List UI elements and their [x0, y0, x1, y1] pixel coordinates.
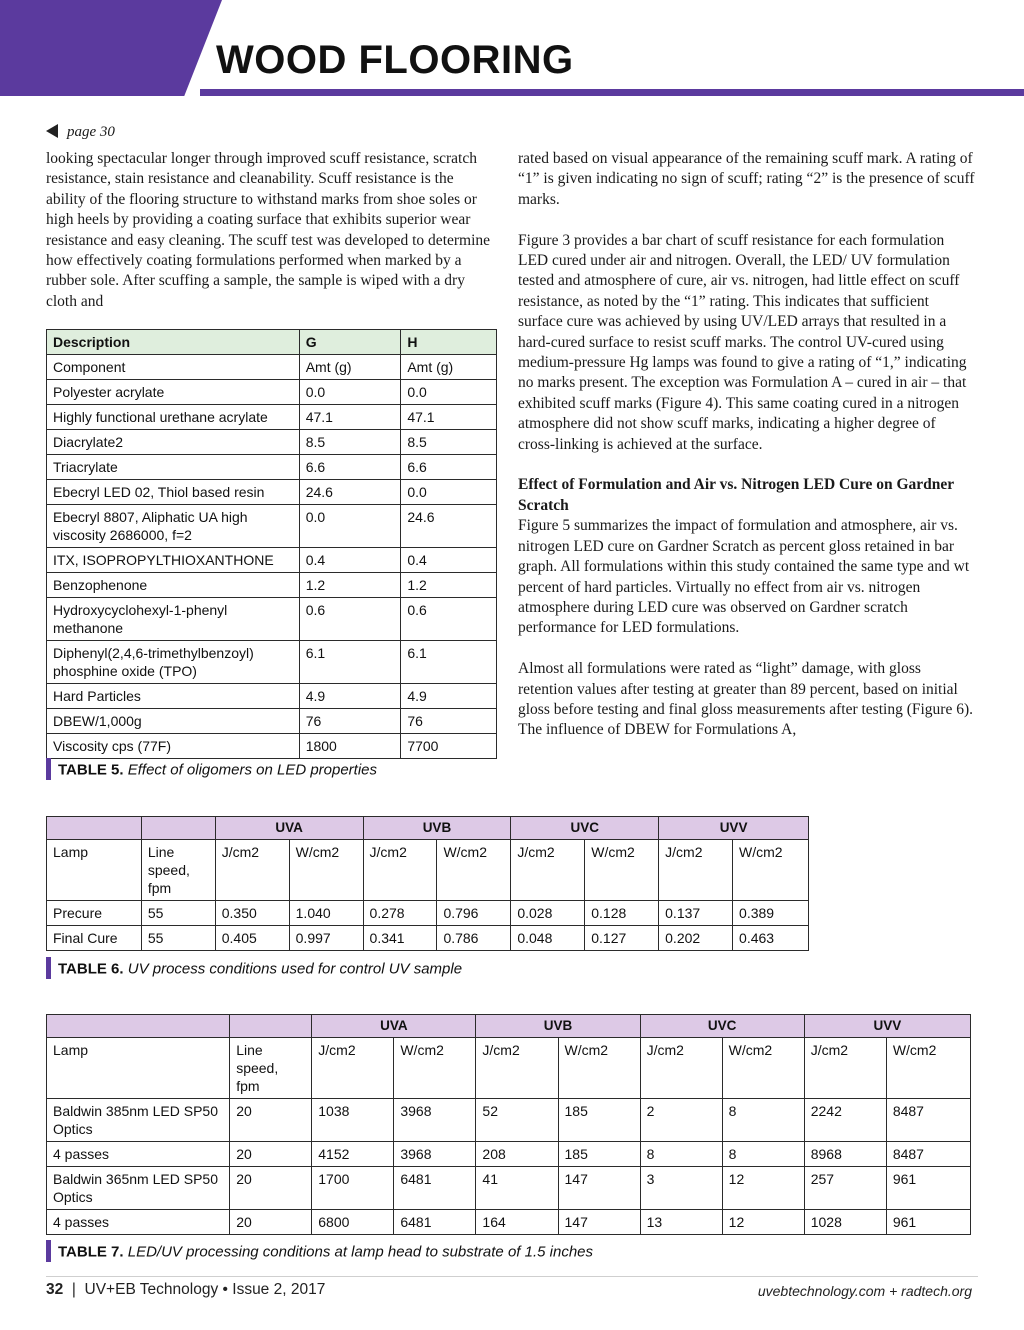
table-cell: 961 [886, 1167, 970, 1210]
table-cell: J/cm2 [640, 1038, 722, 1099]
table-cell: 0.0 [299, 505, 401, 548]
table-6-caption [46, 960, 462, 979]
table-cell: Precure [47, 901, 142, 926]
table-cell: 0.463 [733, 926, 809, 951]
table-cell: 6800 [312, 1210, 394, 1235]
group-header-row [47, 817, 809, 840]
table-cell: Line speed, fpm [230, 1038, 312, 1099]
table-cell: 8.5 [299, 430, 401, 455]
table-row [47, 1099, 971, 1142]
caption-label: TABLE 7. [58, 1243, 124, 1261]
table-row [47, 1142, 971, 1167]
continued-from-link[interactable] [46, 124, 115, 141]
table-cell: 0.405 [215, 926, 289, 951]
table-row [47, 430, 497, 455]
table-cell: 8 [722, 1099, 804, 1142]
column-header: H [401, 330, 497, 355]
table-cell: 1700 [312, 1167, 394, 1210]
column-header: Description [47, 330, 300, 355]
table-cell: 3968 [394, 1142, 476, 1167]
table-cell: 6481 [394, 1167, 476, 1210]
table-cell: 12 [722, 1210, 804, 1235]
left-column-text [46, 149, 492, 312]
subheader-row [47, 1038, 971, 1099]
table-header-row [47, 330, 497, 355]
table-cell: Baldwin 385nm LED SP50 Optics [47, 1099, 230, 1142]
table-cell: 41 [476, 1167, 558, 1210]
footer-separator: | [67, 1281, 81, 1298]
table-cell: 6481 [394, 1210, 476, 1235]
body-paragraph: rated based on visual appearance of the remaining scuff mark. A rating of “1” is given indicating no sign of scuff; rating “2” is the presence of scuff marks. [518, 150, 975, 208]
table-cell: Benzophenone [47, 573, 300, 598]
table-cell: W/cm2 [289, 840, 363, 901]
table-cell: 4.9 [401, 684, 497, 709]
table-cell: 3968 [394, 1099, 476, 1142]
table-cell: W/cm2 [722, 1038, 804, 1099]
group-header: UVC [511, 817, 659, 840]
table-row [47, 926, 809, 951]
table-cell: 8 [640, 1142, 722, 1167]
table-cell: 0.128 [585, 901, 659, 926]
table-cell: 24.6 [299, 480, 401, 505]
table-cell: J/cm2 [804, 1038, 886, 1099]
table-cell: 2 [640, 1099, 722, 1142]
page-banner [0, 0, 1024, 96]
table-row [47, 405, 497, 430]
section-title: WOOD FLOORING [216, 38, 574, 82]
table-cell: 0.4 [401, 548, 497, 573]
table-cell: 8487 [886, 1142, 970, 1167]
table-cell: J/cm2 [363, 840, 437, 901]
table-cell: 4 passes [47, 1210, 230, 1235]
back-arrow-icon [46, 124, 58, 138]
table-cell: 24.6 [401, 505, 497, 548]
column-header: G [299, 330, 401, 355]
table-5-caption [46, 761, 377, 780]
table-cell: 0.997 [289, 926, 363, 951]
blank-header-cell [230, 1015, 312, 1038]
footer-publication [46, 1281, 325, 1299]
table-cell: 0.389 [733, 901, 809, 926]
table-cell: 0.341 [363, 926, 437, 951]
table-row [47, 505, 497, 548]
table-cell: 20 [230, 1167, 312, 1210]
table-cell: Amt (g) [299, 355, 401, 380]
table-row [47, 1210, 971, 1235]
table-cell: J/cm2 [215, 840, 289, 901]
section-subheading: Effect of Formulation and Air vs. Nitrogen LED Cure on Gardner Scratch [518, 476, 954, 514]
table-cell: ITX, ISOPROPYLTHIOXANTHONE [47, 548, 300, 573]
table-cell: J/cm2 [659, 840, 733, 901]
table-cell: 1038 [312, 1099, 394, 1142]
caption-text: Effect of oligomers on LED properties [127, 761, 378, 779]
banner-accent-line [200, 89, 1024, 96]
table-cell: Viscosity cps (77F) [47, 734, 300, 759]
table-cell: Polyester acrylate [47, 380, 300, 405]
footer-divider [46, 1276, 978, 1277]
table-cell: Lamp [47, 1038, 230, 1099]
table-cell: 55 [141, 901, 215, 926]
group-header: UVB [363, 817, 511, 840]
body-paragraph: Figure 5 summarizes the impact of formulation and atmosphere, air vs. nitrogen LED cure on Gardner Scratch as percent gloss retained in bar graph. All formulations within this study contained the same type and wt percent of hard particles. Virtually no effect from air vs. nitrogen atmosphere during LED cure was observed on Gardner scratch performance for LED formulations. [518, 517, 970, 637]
table-cell: Final Cure [47, 926, 142, 951]
table-cell: 0.137 [659, 901, 733, 926]
caption-label: TABLE 6. [58, 960, 124, 978]
footer-websites[interactable]: uvebtechnology.com + radtech.org [757, 1283, 972, 1299]
table-cell: 6.1 [299, 641, 401, 684]
table-7-caption [46, 1243, 593, 1262]
table-cell: W/cm2 [733, 840, 809, 901]
table-cell: Diacrylate2 [47, 430, 300, 455]
table-cell: W/cm2 [585, 840, 659, 901]
group-header: UVA [215, 817, 363, 840]
caption-text: LED/UV processing conditions at lamp head to substrate of 1.5 inches [127, 1243, 593, 1261]
body-paragraph: Figure 3 provides a bar chart of scuff resistance for each formulation LED cured under air and nitrogen. Overall, the LED/ UV formulation tested and atmosphere of cure, air vs. nitrogen, had little effect on scuff resistance, as noted by the “1” rating. This indicates that sufficient surface cure was achieved by using UV/LED arrays that resulted in a hard-cured surface to resist scuff marks. The control UV-cured using medium-pressure Hg lamps was found to give a rating of “1,” indicating no marks present. The exception was Formulation A – cured in air – that exhibited scuff marks (Figure 4). This same coating cured in a nitrogen atmosphere did not show scuff marks, indicating a higher degree of cross-linking is achieved at the surface. [518, 231, 967, 453]
table-row [47, 734, 497, 759]
table-cell: 0.0 [401, 480, 497, 505]
table-cell: 20 [230, 1210, 312, 1235]
table-cell: Hydroxycyclohexyl-1-phenyl methanone [47, 598, 300, 641]
table-cell: 0.786 [437, 926, 511, 951]
table-cell: 0.028 [511, 901, 585, 926]
table-cell: 8968 [804, 1142, 886, 1167]
caption-label: TABLE 5. [58, 761, 124, 779]
table-cell: 1800 [299, 734, 401, 759]
table-5 [46, 329, 497, 759]
table-row [47, 641, 497, 684]
table-cell: 0.278 [363, 901, 437, 926]
table-cell: Amt (g) [401, 355, 497, 380]
table-cell: W/cm2 [437, 840, 511, 901]
table-cell: 76 [299, 709, 401, 734]
table-cell: 0.6 [299, 598, 401, 641]
table-row [47, 573, 497, 598]
table-cell: 1.2 [401, 573, 497, 598]
group-header: UVB [476, 1015, 640, 1038]
table-cell: 3 [640, 1167, 722, 1210]
right-column-text [518, 149, 976, 741]
blank-header-cell [47, 1015, 230, 1038]
table-cell: 0.796 [437, 901, 511, 926]
table-cell: J/cm2 [476, 1038, 558, 1099]
table-cell: 2242 [804, 1099, 886, 1142]
group-header: UVV [659, 817, 809, 840]
table-cell: Lamp [47, 840, 142, 901]
table-6 [46, 816, 809, 951]
table-cell: 0.4 [299, 548, 401, 573]
table-cell: 1.2 [299, 573, 401, 598]
table-cell: Baldwin 365nm LED SP50 Optics [47, 1167, 230, 1210]
table-cell: 47.1 [401, 405, 497, 430]
table-cell: W/cm2 [886, 1038, 970, 1099]
table-cell: 7700 [401, 734, 497, 759]
table-cell: 185 [558, 1142, 640, 1167]
table-row [47, 684, 497, 709]
table-row [47, 380, 497, 405]
table-cell: 52 [476, 1099, 558, 1142]
caption-accent-bar [46, 957, 51, 979]
table-cell: 1.040 [289, 901, 363, 926]
table-cell: 20 [230, 1142, 312, 1167]
table-cell: 20 [230, 1099, 312, 1142]
table-cell: Triacrylate [47, 455, 300, 480]
table-row [47, 709, 497, 734]
blank-header-cell [141, 817, 215, 840]
table-cell: 76 [401, 709, 497, 734]
table-cell: 13 [640, 1210, 722, 1235]
table-cell: J/cm2 [312, 1038, 394, 1099]
caption-accent-bar [46, 1240, 51, 1262]
publication-name: UV+EB Technology • Issue 2, 2017 [84, 1281, 326, 1298]
caption-text: UV process conditions used for control UV sample [127, 960, 463, 978]
table-row [47, 548, 497, 573]
table-cell: 208 [476, 1142, 558, 1167]
group-header: UVV [804, 1015, 970, 1038]
table-cell: 4.9 [299, 684, 401, 709]
table-cell: 1028 [804, 1210, 886, 1235]
table-cell: 8.5 [401, 430, 497, 455]
table-cell: Ebecryl 8807, Aliphatic UA high viscosity 2686000, f=2 [47, 505, 300, 548]
table-cell: Ebecryl LED 02, Thiol based resin [47, 480, 300, 505]
blank-header-cell [47, 817, 142, 840]
table-cell: 6.6 [299, 455, 401, 480]
table-cell: W/cm2 [558, 1038, 640, 1099]
group-header-row [47, 1015, 971, 1038]
table-cell: Diphenyl(2,4,6-trimethylbenzoyl) phosphine oxide (TPO) [47, 641, 300, 684]
table-cell: Hard Particles [47, 684, 300, 709]
table-row [47, 901, 809, 926]
body-paragraph: Almost all formulations were rated as “light” damage, with gloss retention values after testing at greater than 89 percent, based on initial gloss before testing and final gloss measurements after testing (Figure 6). The influence of DBEW for Formulations A, [518, 660, 973, 739]
table-cell: 6.6 [401, 455, 497, 480]
table-cell: 185 [558, 1099, 640, 1142]
table-cell: Highly functional urethane acrylate [47, 405, 300, 430]
group-header: UVA [312, 1015, 476, 1038]
table-cell: 0.127 [585, 926, 659, 951]
table-cell: 147 [558, 1210, 640, 1235]
table-cell: 0.048 [511, 926, 585, 951]
table-cell: Line speed, fpm [141, 840, 215, 901]
table-row [47, 480, 497, 505]
table-cell: W/cm2 [394, 1038, 476, 1099]
table-cell: 6.1 [401, 641, 497, 684]
table-7 [46, 1014, 971, 1235]
table-cell: 4152 [312, 1142, 394, 1167]
table-cell: 55 [141, 926, 215, 951]
table-row [47, 1167, 971, 1210]
body-paragraph: looking spectacular longer through improved scuff resistance, scratch resistance, stain resistance and cleanability. Scuff resistance is the ability of the flooring structure to withstand marks from shoe soles or high heels by providing a coating surface that exhibits superior wear resistance and easy cleaning. The scuff test was developed to determine how effectively coating formulations performed when marked by a rubber sole. After scuffing a sample, the sample is wiped with a dry cloth and [46, 150, 491, 310]
table-row [47, 455, 497, 480]
page-ref-label: page 30 [67, 124, 115, 140]
table-cell: Component [47, 355, 300, 380]
table-cell: 0.0 [401, 380, 497, 405]
caption-accent-bar [46, 758, 51, 780]
table-cell: 12 [722, 1167, 804, 1210]
table-row [47, 355, 497, 380]
table-cell: 8 [722, 1142, 804, 1167]
table-row [47, 598, 497, 641]
group-header: UVC [640, 1015, 804, 1038]
table-cell: 257 [804, 1167, 886, 1210]
table-cell: 147 [558, 1167, 640, 1210]
table-cell: 0.0 [299, 380, 401, 405]
table-cell: J/cm2 [511, 840, 585, 901]
table-cell: 47.1 [299, 405, 401, 430]
table-cell: 961 [886, 1210, 970, 1235]
table-cell: 8487 [886, 1099, 970, 1142]
table-cell: 4 passes [47, 1142, 230, 1167]
subheader-row [47, 840, 809, 901]
table-cell: 0.350 [215, 901, 289, 926]
table-cell: 0.202 [659, 926, 733, 951]
table-cell: 0.6 [401, 598, 497, 641]
banner-accent-block [0, 0, 222, 96]
table-cell: DBEW/1,000g [47, 709, 300, 734]
table-cell: 164 [476, 1210, 558, 1235]
page-number: 32 [46, 1281, 64, 1298]
